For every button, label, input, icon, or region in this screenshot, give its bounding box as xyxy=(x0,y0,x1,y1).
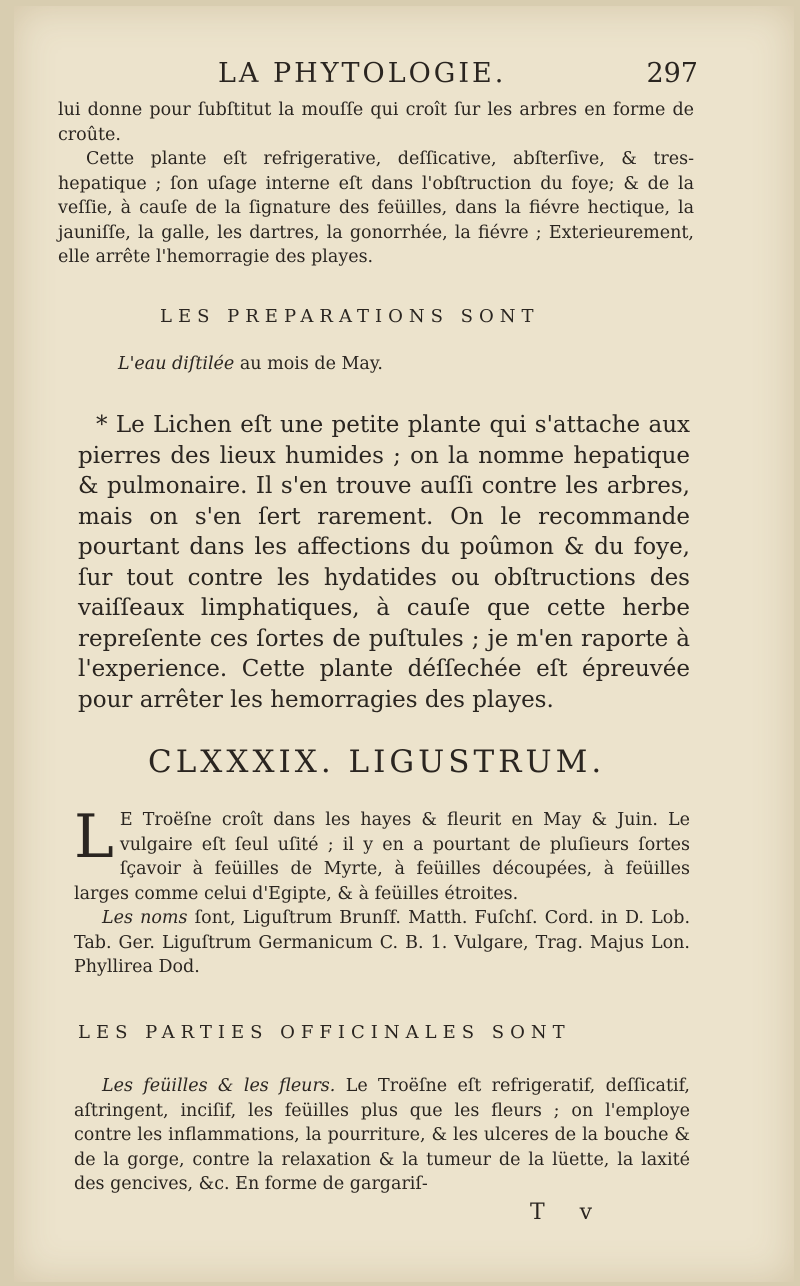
catchword: T v xyxy=(530,1200,607,1225)
parties-paragraph xyxy=(74,1074,690,1197)
parties-body: Le Troëſne eſt refrigeratif, deſſicatif, aſtringent, inciſif, les feüilles plus que les fleurs ; on l'employe contre les inflammations, la pourriture, & les ulceres de la bouche & de la gorge, contre la relaxation & la tumeur de la lüette, la laxité des gencives, &c. En forme de gargariſ- xyxy=(74,1076,690,1194)
lichen-note-text: * Le Lichen eſt une petite plante qui s'attache aux pierres des lieux humides ; on la nomme hepatique & pulmonaire. Il s'en trouve auſſi contre les arbres, mais on s'en ſert rarement. On le recommande pourtant dans les affections du poûmon & du foye, ſur tout contre les hydatides ou obſtructions des vaiſſeaux limphatiques, à cauſe que cette herbe repreſente ces ſortes de puſtules ; je m'en raporte à l'experience. Cette plante déſſechée eſt épreuvée pour arrêter les hemorragies des playes. xyxy=(78,412,690,713)
parties-heading: LES PARTIES OFFICINALES SONT xyxy=(78,1022,571,1043)
lichen-note xyxy=(78,410,690,715)
running-title: LA PHYTOLOGIE. xyxy=(218,58,507,89)
page-number: 297 xyxy=(646,58,698,89)
parties-text xyxy=(74,1074,690,1197)
names-label: Les noms xyxy=(102,908,188,928)
names-text: ſont, Liguſtrum Brunſf. Matth. Fuſchſ. Cord. in D. Lob. Tab. Ger. Liguſtrum Germanicum C. B. 1. Vulgare, Trag. Majus Lon. Phyllirea Dod. xyxy=(74,908,691,977)
properties-paragraph: Cette plante eſt refrigerative, deſſicative, abſterſive, & tres-hepatique ; ſon uſage interne eſt dans l'obſtruction du foye; & de la veſſie, à cauſe de la ſignature des feüilles, dans la fiévre hectique, la jauniſſe, la galle, les dartres, la gonorrhée, la fiévre ; Exterieurement, elle arrête l'hemorragie des playes. xyxy=(58,149,694,267)
ligustrum-section xyxy=(74,802,691,980)
continued-line: lui donne pour ſubſtitut la mouſſe qui croît ſur les arbres en forme de croûte. xyxy=(58,100,694,145)
page-header xyxy=(218,58,698,94)
ligustrum-description: E Troëſne croît dans les hayes & fleurit en May & Juin. Le vulgaire eſt ſeul uſité ; il y en a pourtant de pluſieurs ſortes ſçavoir à feüilles de Myrte, à feüilles découpées, à feüilles larges comme celui d'Egipte, & à feüilles étroites. xyxy=(74,810,690,904)
names-paragraph xyxy=(74,906,690,980)
chapter-title: CLXXXIX. LIGUSTRUM. xyxy=(148,744,606,780)
preparations-heading: LES PREPARATIONS SONT xyxy=(160,306,540,327)
top-paragraphs xyxy=(58,98,694,270)
drop-cap: L xyxy=(74,802,114,872)
parties-lead: Les feüilles & les fleurs. xyxy=(102,1076,336,1096)
preparations-item-italic: L'eau diſtilée xyxy=(118,354,235,374)
preparations-item-text: au mois de May. xyxy=(234,354,383,374)
preparations-item xyxy=(118,352,754,377)
